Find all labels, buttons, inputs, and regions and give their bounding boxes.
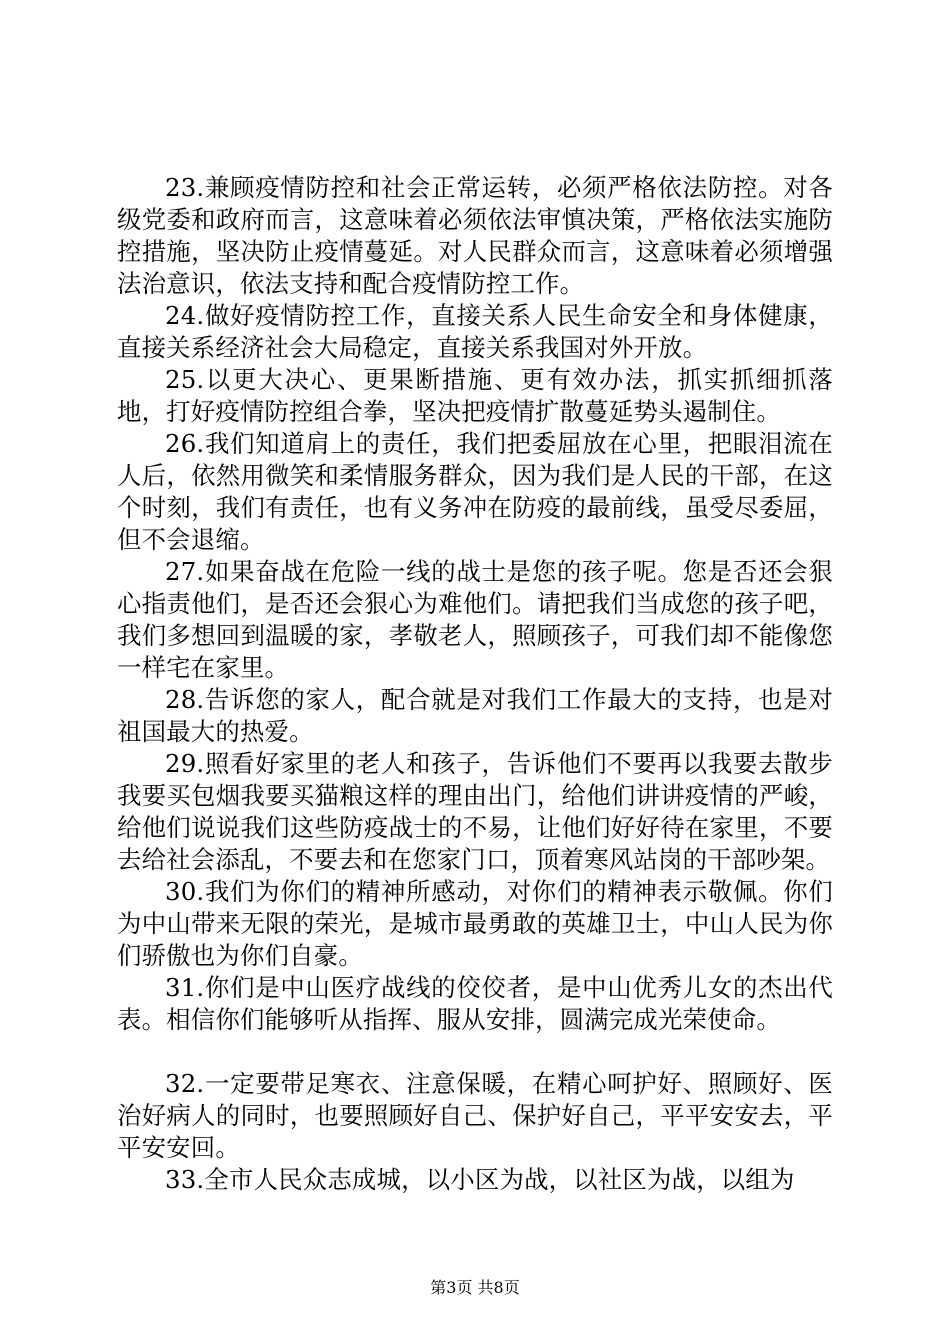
paragraph-26: 26.我们知道肩上的责任，我们把委屈放在心里，把眼泪流在人后，依然用微笑和柔情服务群众，因为我们是人民的干部，在这个时刻，我们有责任，也有义务冲在防疫的最前线，虽受尽委屈，但不会退缩。 <box>117 429 833 554</box>
paragraph-32: 32.一定要带足寒衣、注意保暖，在精心呵护好、照顾好、医治好病人的同时，也要照顾好自己、保护好自己，平平安安去，平平安安回。 <box>117 1069 833 1162</box>
paragraph-31: 31.你们是中山医疗战线的佼佼者，是中山优秀儿女的杰出代表。相信你们能够听从指挥、服从安排，圆满完成光荣使命。 <box>117 973 833 1034</box>
paragraph-23: 23.兼顾疫情防控和社会正常运转，必须严格依法防控。对各级党委和政府而言，这意味着必须依法审慎决策，严格依法实施防控措施，坚决防止疫情蔓延。对人民群众而言，这意味着必须增强法治意识，依法支持和配合疫情防控工作。 <box>117 173 833 298</box>
paragraph-27: 27.如果奋战在危险一线的战士是您的孩子呢。您是否还会狠心指责他们，是否还会狠心为难他们。请把我们当成您的孩子吧，我们多想回到温暖的家，孝敬老人，照顾孩子，可我们却不能像您一样宅在家里。 <box>117 557 833 682</box>
paragraph-33: 33.全市人民众志成城，以小区为战，以社区为战，以组为 <box>165 1165 795 1194</box>
page-number-footer: 第3页 共8页 <box>430 1278 520 1297</box>
paragraph-30: 30.我们为你们的精神所感动，对你们的精神表示敬佩。你们为中山带来无限的荣光，是城市最勇敢的英雄卫士，中山人民为你们骄傲也为你们自豪。 <box>117 877 833 970</box>
paragraph-25: 25.以更大决心、更果断措施、更有效办法，抓实抓细抓落地，打好疫情防控组合拳，坚决把疫情扩散蔓延势头遏制住。 <box>117 365 833 426</box>
paragraph-28: 28.告诉您的家人，配合就是对我们工作最大的支持，也是对祖国最大的热爱。 <box>117 685 833 746</box>
paragraph-24: 24.做好疫情防控工作，直接关系人民生命安全和身体健康，直接关系经济社会大局稳定，直接关系我国对外开放。 <box>117 301 833 362</box>
paragraph-29: 29.照看好家里的老人和孩子，告诉他们不要再以我要去散步我要买包烟我要买猫粮这样的理由出门，给他们讲讲疫情的严峻，给他们说说我们这些防疫战士的不易，让他们好好待在家里，不要去给社会添乱，不要去和在您家门口，顶着寒风站岗的干部吵架。 <box>117 749 833 874</box>
document-body <box>117 172 833 1196</box>
